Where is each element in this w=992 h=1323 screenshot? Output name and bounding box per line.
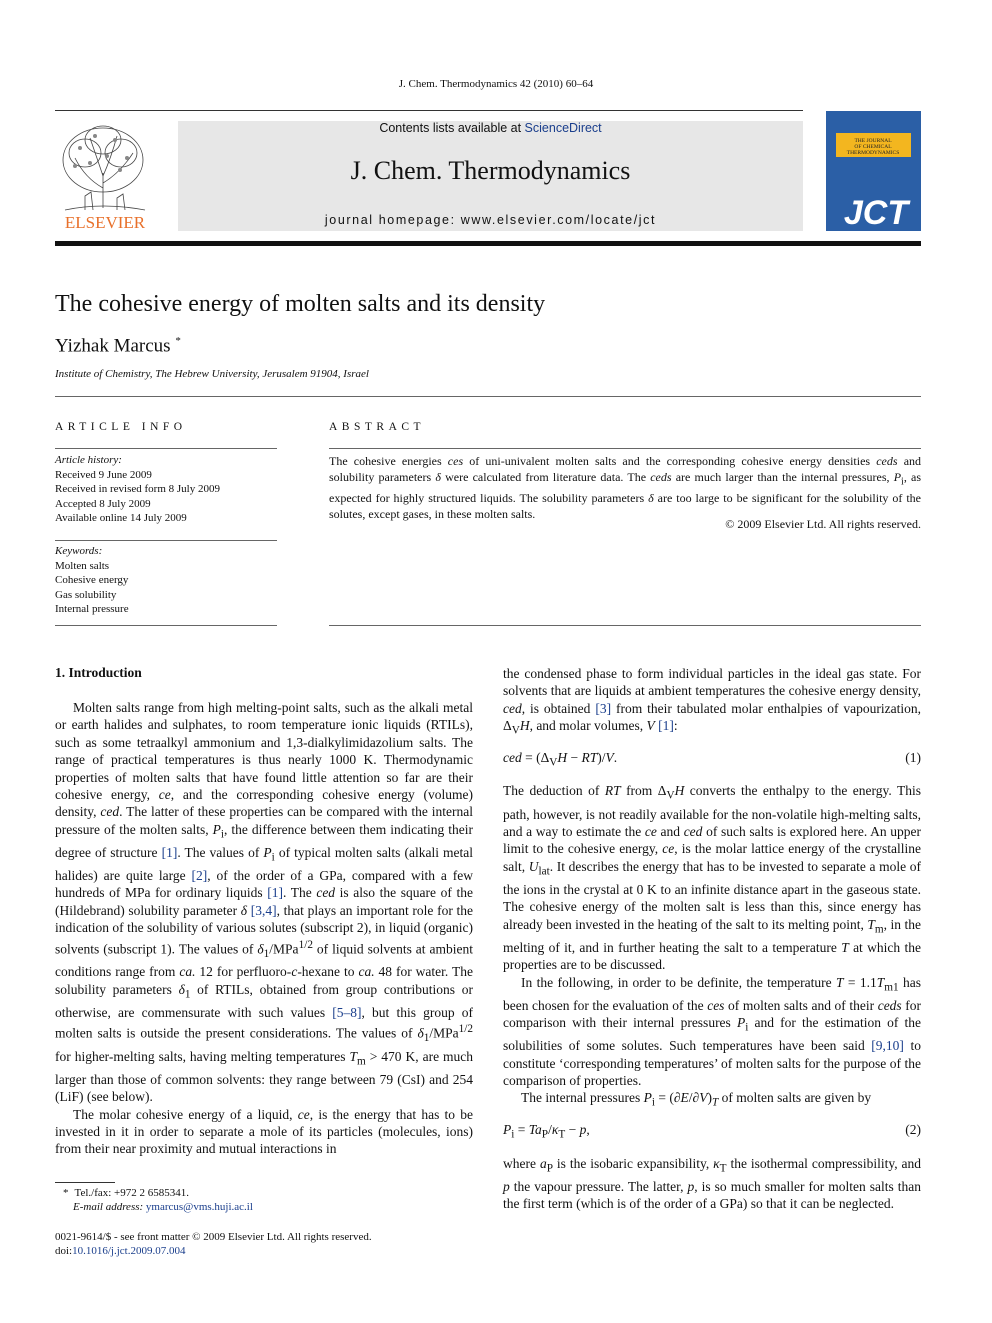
article-info-divider: [55, 448, 277, 449]
cover-abbrev: JCT: [843, 194, 909, 231]
history-label: Article history:: [55, 454, 122, 466]
doi-link[interactable]: 10.1016/j.jct.2009.07.004: [72, 1245, 186, 1257]
author-line: [55, 335, 181, 357]
journal-cover-thumbnail: [826, 111, 921, 231]
author-footnote: [55, 1186, 473, 1214]
journal-title: J. Chem. Thermodynamics: [350, 156, 631, 185]
footnote-tel: * Tel./fax: +972 2 6585341.: [63, 1187, 190, 1199]
footnote-divider: [55, 1182, 115, 1183]
paragraph: Molten salts range from high melting-point salts, such as the alkali metal or earth halides and sulphates, to room temperature ionic liquids (RTILs), such as some tetraalkyl ammonium and 1,3-dialkylimidazolium salts. The range of practical temperatures is thus nearly 1000 K. Thermodynamic properties of molten salts that have found little attention so far are their cohesive energy, ce, and the corresponding cohesive energy (volume) density, ced. The latter of these properties can be compared with the internal pressure of the molten salts, $P_i$, the difference between them indicating their degree of structure [1]. The values of $P_i$ of typical molten salts (alkali metal halides) are quite large [2], of the order of a GPa, compared with a few hundreds of MPa for ordinary liquids [1]. The ced is also the square of the (Hildebrand) solubility parameter δ [3,4], that plays an important role for the indication of the solubility of various solutes (subscript 2), in liquid (organic) solvents (subscript 1). The values of $\delta_1/MPa^{1/2}$ of liquid solvents at ambient conditions range from ca. 12 for perfluoro-c-hexane to ca. 48 for water. The solubility parameters $\delta_1$ of RTILs, obtained from group contributions or otherwise, are commensurate with such values [5–8], but this group of molten salts is outside the present considerations. The values of $\delta_1/MPa^{1/2}$ for higher-melting salts, having melting temperatures $T_m > 470$ K, are much larger than those of common solvents: they range between 79 (CsI) and 254 (LiF) (see below).: [55, 700, 474, 1105]
journal-citation: J. Chem. Thermodynamics 42 (2010) 60–64: [398, 78, 594, 90]
reference-link[interactable]: [1]: [267, 885, 283, 901]
header-thick-rule: [55, 241, 921, 246]
article-history: [55, 453, 277, 526]
equation-1-number: (1): [905, 750, 921, 766]
doi-line: [55, 1244, 555, 1258]
author-affiliation: Institute of Chemistry, The Hebrew University, Jerusalem 91904, Israel: [55, 368, 369, 380]
reference-link[interactable]: [1]: [658, 718, 674, 734]
front-matter-info: [55, 1230, 555, 1258]
issn-line: 0021-9614/$ - see front matter © 2009 Elsevier Ltd. All rights reserved.: [55, 1231, 372, 1243]
affiliation-divider: [55, 396, 921, 397]
header-divider: [55, 110, 803, 111]
email-label: E-mail address:: [73, 1201, 146, 1213]
keyword-item: Cohesive energy: [55, 574, 129, 586]
section-heading-introduction: 1. Introduction: [55, 665, 142, 680]
abstract-bottom-divider: [329, 625, 921, 626]
body-right-column: [503, 665, 921, 1212]
paragraph: In the following, in order to be definite, the temperature $T = 1.1T_{m1}$ has been chosen for the evaluation of the ces of molten salts and of their ceds for comparison with their internal pressures $P_i$ and for the estimation of the solubilities of some solutes. Such temperatures have been said [9,10] to constitute ‘corresponding temperatures’ of molten salts for the purpose of the comparison of properties.: [503, 974, 922, 1088]
abstract-divider: [329, 448, 921, 449]
contents-prefix: Contents lists available at: [379, 121, 525, 135]
keyword-item: Molten salts: [55, 559, 110, 572]
equation-1-body: ced = $(\Delta_VH - RT)/V$.: [503, 750, 618, 769]
elsevier-tree-logo: [55, 118, 155, 233]
svg-text:OF CHEMICAL: OF CHEMICAL: [854, 144, 892, 150]
author-name: Yizhak Marcus: [55, 335, 171, 357]
article-title: The cohesive energy of molten salts and its density: [55, 291, 546, 317]
abstract-heading: ABSTRACT: [329, 421, 426, 433]
keyword-item: Internal pressure: [55, 603, 129, 615]
equation-2-number: (2): [905, 1122, 921, 1138]
paragraph: where $a_P$ is the isobaric expansibility, $\kappa_T$ the isothermal compressibility, and p the vapour pressure. The latter, p, is so much smaller for molten salts than the first term (which is of the order of a GPa) so that it can be neglected.: [503, 1155, 922, 1212]
history-item: Received in revised form 8 July 2009: [55, 483, 220, 495]
reference-link[interactable]: [3]: [595, 700, 612, 716]
equation-2: [503, 1121, 921, 1144]
elsevier-wordmark: ELSEVIER: [64, 213, 146, 232]
reference-link[interactable]: [9,10]: [871, 1038, 904, 1054]
paragraph: The deduction of RT from $\Delta_VH$ converts the enthalpy to the energy. This path, however, is not readily available for the non-volatile high-melting salts, and a way to estimate the ce and ced of such salts is explored here. An upper limit to the cohesive energy, ce, is the molar lattice energy of the crystalline salt, $U_{lat}$. It describes the energy that has to be invested to separate a mole of the ions in the crystal at 0 K to an infinite distance apart in the gaseous state. The cohesive energy of the molten salt is less than this, since energy has already been invested in the heating of the salt to its melting point, $T_m$, in the melting of it, and in further heating the salt to a temperature T at which the properties are to be discussed.: [503, 783, 921, 973]
svg-text:THERMODYNAMICS: THERMODYNAMICS: [846, 150, 900, 156]
footnote-email: [55, 1200, 473, 1214]
paragraph: the condensed phase to form individual particles in the ideal gas state. For solvents that are liquids at ambient temperatures the cohesive energy density, ced, is obtained [3] from their tabulated molar enthalpies of vapourization, $\Delta_VH$, and molar volumes, V [1]:: [503, 666, 921, 737]
author-footnote-mark[interactable]: *: [175, 335, 181, 347]
keywords-divider: [55, 540, 277, 541]
abstract-text: The cohesive energies ces of uni-univalent molten salts and the corresponding cohesive energy densities ceds and solubility parameters δ were calculated from literature data. The ceds are much larger than the internal pressures, $P_i$, as expected for highly structured liquids. The solubility parameters δ are too large to be significant for the solubility of the solutes, except gases, in these molten salts.: [329, 454, 922, 522]
keyword-item: Gas solubility: [55, 588, 117, 601]
equation-2-body: $P_i = Ta_P/\kappa_T - p$,: [503, 1122, 590, 1142]
article-info-heading: ARTICLE INFO: [55, 421, 187, 433]
paragraph: The molar cohesive energy of a liquid, ce, is the energy that has to be invested in it in order to separate a mole of its particles (molecules, ions) from their near proximity and mutual interactions in: [55, 1106, 474, 1157]
keywords: [55, 544, 277, 617]
keywords-label: Keywords:: [55, 545, 103, 557]
equation-1: [503, 749, 921, 772]
paragraph: The internal pressures $P_i = (\partial E/\partial V)_T$ of molten salts are given by: [521, 1090, 872, 1110]
svg-text:THE JOURNAL: THE JOURNAL: [854, 138, 892, 144]
history-item: Available online 14 July 2009: [55, 512, 187, 524]
article-info-bottom-divider: [55, 625, 277, 626]
history-item: Accepted 8 July 2009: [55, 497, 151, 510]
abstract-copyright: © 2009 Elsevier Ltd. All rights reserved.: [725, 517, 921, 531]
reference-link[interactable]: [1]: [161, 844, 178, 860]
author-email-link[interactable]: ymarcus@vms.huji.ac.il: [145, 1201, 253, 1213]
history-item: Received 9 June 2009: [55, 468, 152, 481]
contents-availability-line: [178, 121, 803, 135]
doi-prefix: doi:: [55, 1245, 73, 1257]
journal-homepage-link[interactable]: journal homepage: www.elsevier.com/locate/jct: [324, 213, 657, 227]
reference-link[interactable]: [2]: [191, 868, 208, 884]
sciencedirect-link[interactable]: ScienceDirect: [524, 121, 602, 135]
reference-link[interactable]: [5–8]: [332, 1004, 362, 1020]
body-left-column: [55, 699, 473, 1158]
reference-link[interactable]: [3,4]: [250, 902, 277, 918]
